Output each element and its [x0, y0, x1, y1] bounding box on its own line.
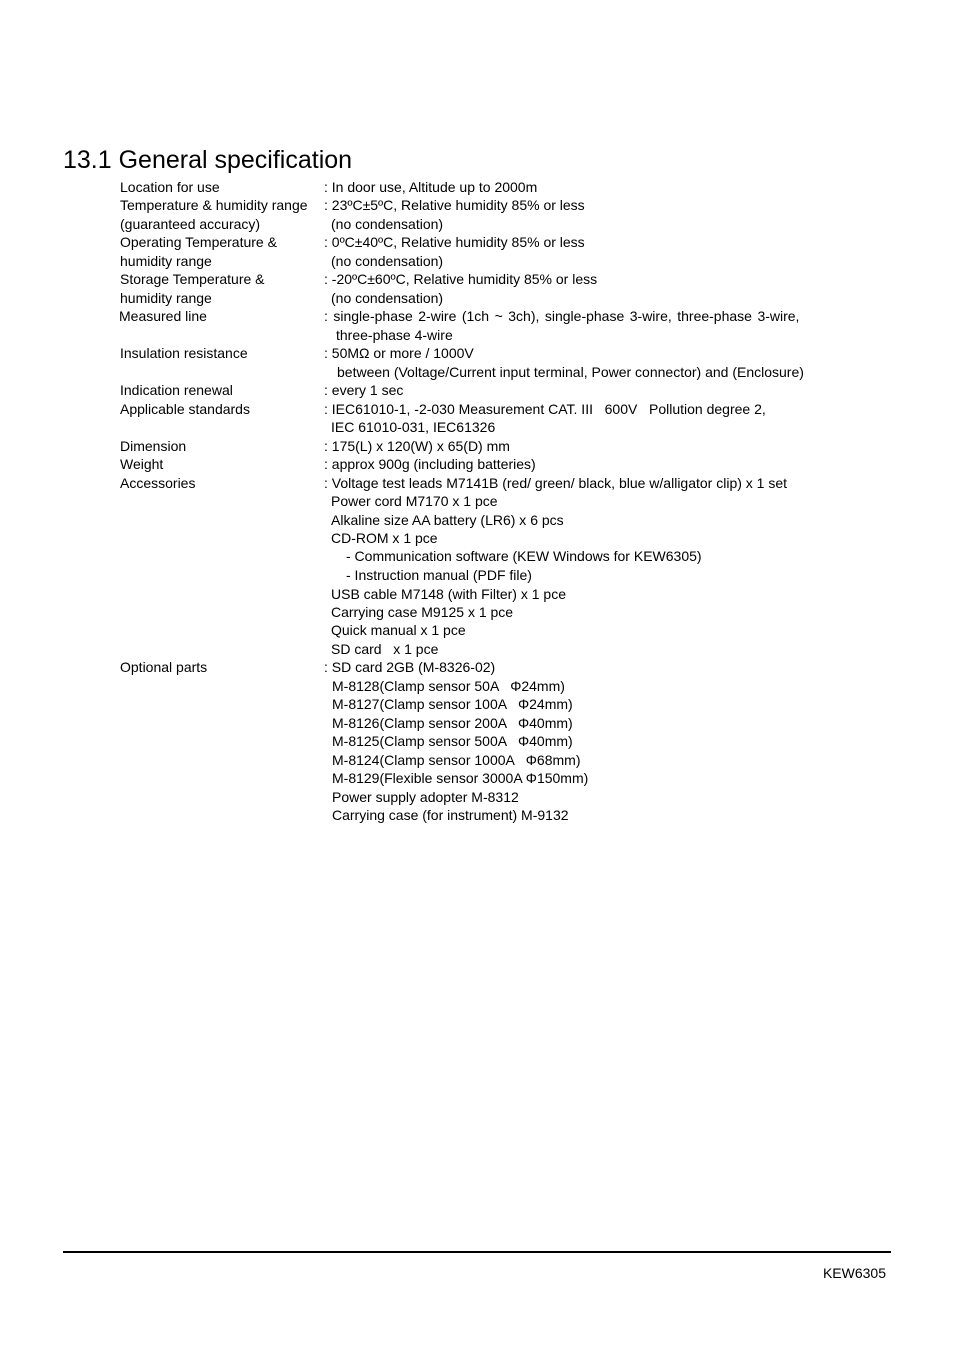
- spec-value: : -20ºC±60ºC, Relative humidity 85% or less: [324, 271, 598, 287]
- spec-label: Optional parts: [120, 659, 208, 675]
- spec-value: Power cord M7170 x 1 pce: [331, 493, 498, 509]
- spec-label: humidity range: [120, 290, 212, 306]
- spec-value: USB cable M7148 (with Filter) x 1 pce: [331, 586, 566, 602]
- spec-value: M-8128(Clamp sensor 50A Φ24mm): [332, 678, 565, 694]
- spec-label: (guaranteed accuracy): [120, 216, 261, 232]
- spec-label: Storage Temperature &: [120, 271, 265, 287]
- spec-value: Alkaline size AA battery (LR6) x 6 pcs: [331, 512, 564, 528]
- spec-value: : every 1 sec: [324, 382, 404, 398]
- spec-value: Quick manual x 1 pce: [331, 622, 466, 638]
- spec-value: CD-ROM x 1 pce: [331, 530, 438, 546]
- spec-label: Accessories: [120, 475, 196, 491]
- spec-value: Power supply adopter M-8312: [332, 789, 519, 805]
- spec-value: M-8126(Clamp sensor 200A Φ40mm): [332, 715, 573, 731]
- spec-value: three-phase 4-wire: [336, 327, 453, 343]
- spec-value: : In door use, Altitude up to 2000m: [324, 179, 538, 195]
- spec-value: (no condensation): [331, 253, 444, 269]
- spec-label: Measured line: [119, 308, 207, 324]
- spec-label: Weight: [120, 456, 164, 472]
- spec-value: SD card x 1 pce: [331, 641, 439, 657]
- spec-value: M-8127(Clamp sensor 100A Φ24mm): [332, 696, 573, 712]
- spec-value: : 0ºC±40ºC, Relative humidity 85% or less: [324, 234, 585, 250]
- spec-label: humidity range: [120, 253, 212, 269]
- spec-value: Carrying case M9125 x 1 pce: [331, 604, 514, 620]
- spec-label: Applicable standards: [120, 401, 250, 417]
- spec-label: Indication renewal: [120, 382, 233, 398]
- spec-value: between (Voltage/Current input terminal, Power connector) and (Enclosure): [337, 364, 804, 380]
- spec-value: (no condensation): [331, 216, 444, 232]
- spec-label: Dimension: [120, 438, 187, 454]
- spec-value: IEC 61010-031, IEC61326: [331, 419, 496, 435]
- spec-value: : IEC61010-1, -2-030 Measurement CAT. III 600V Pollution degree 2,: [324, 401, 766, 417]
- footer-model-name: KEW6305: [822, 1265, 886, 1281]
- spec-label: Temperature & humidity range: [120, 197, 308, 213]
- spec-value: : approx 900g (including batteries): [324, 456, 536, 472]
- spec-value: : Voltage test leads M7141B (red/ green/ black, blue w/alligator clip) x 1 set: [324, 475, 788, 491]
- spec-value: M-8129(Flexible sensor 3000A Φ150mm): [332, 770, 589, 786]
- spec-value: M-8124(Clamp sensor 1000A Φ68mm): [332, 752, 581, 768]
- spec-label: Location for use: [120, 179, 220, 195]
- spec-value: M-8125(Clamp sensor 500A Φ40mm): [332, 733, 573, 749]
- spec-value: : 23ºC±5ºC, Relative humidity 85% or less: [324, 197, 585, 213]
- spec-label: Insulation resistance: [120, 345, 248, 361]
- spec-value: (no condensation): [331, 290, 444, 306]
- spec-label: Operating Temperature &: [120, 234, 277, 250]
- spec-value: : SD card 2GB (M-8326-02): [324, 659, 496, 675]
- spec-value: - Communication software (KEW Windows for KEW6305): [346, 548, 702, 564]
- footer-rule: [63, 1251, 891, 1253]
- spec-value: Carrying case (for instrument) M-9132: [332, 807, 569, 823]
- spec-value: : 175(L) x 120(W) x 65(D) mm: [324, 438, 510, 454]
- spec-value: : single-phase 2-wire (1ch ~ 3ch), single-phase 3-wire, three-phase 3-wire,: [324, 308, 800, 324]
- spec-value: - Instruction manual (PDF file): [346, 567, 532, 583]
- page-title: 13.1 General specification: [63, 146, 353, 174]
- spec-value: : 50MΩ or more / 1000V: [324, 345, 474, 361]
